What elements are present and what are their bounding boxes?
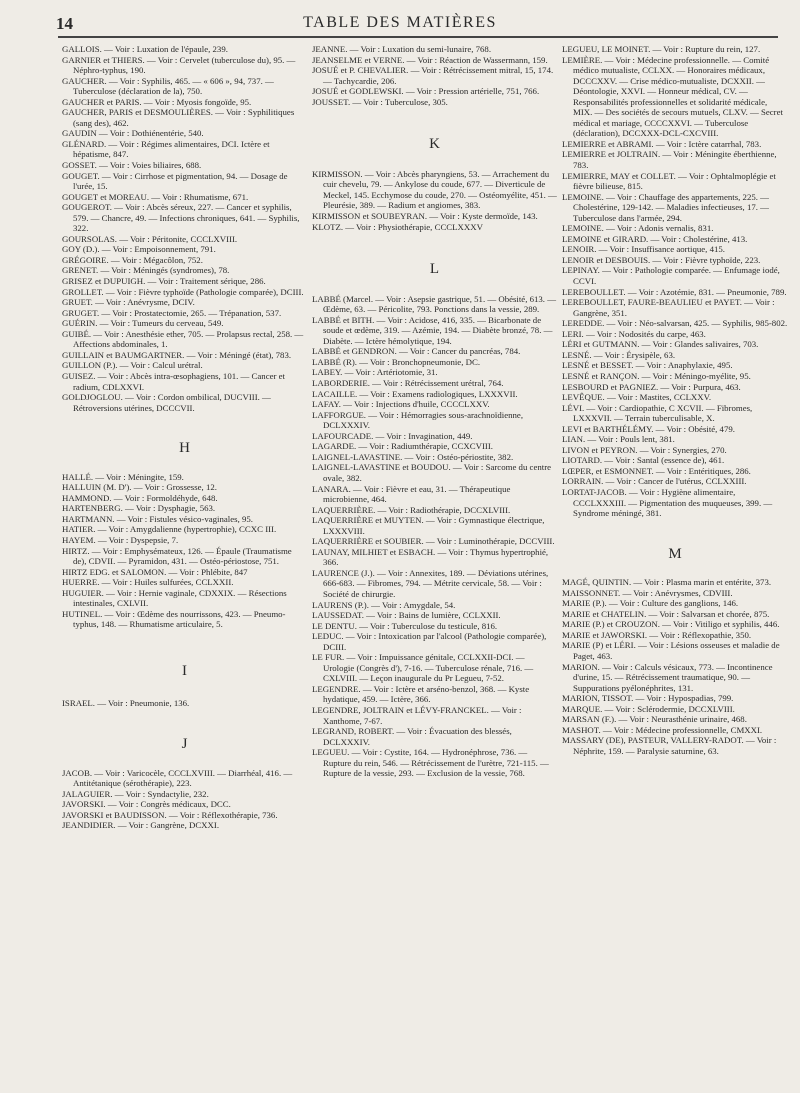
index-entry: LAUNAY, MILHIET et ESBACH. — Voir : Thymus hypertrophié, 366. [312, 546, 549, 568]
index-entry: GRUGET. — Voir : Prostatectomie, 265. — Trépanation, 537. [62, 307, 282, 318]
index-entry: MARIE et JAWORSKI. — Voir : Réflexopathie, 350. [562, 629, 752, 640]
index-entry: KIRMISSON. — Voir : Abcès pharyngiens, 53. — Arrachement du cuir chevelu, 79. — Ankylose du coude, 677. — Diverticule de Meckel, 145. Ecchymose du coude, 270. — Ostéomyélite, 451. — Pleurésie, 389. — Radium et angiomes, 383. [312, 168, 557, 211]
index-entry: LEMOINE. — Voir : Chauffage des appartements, 225. — Cholestérine, 129-142. — Maladies infectieuses, 17. — Tuberculose dans l'armée, 294. [562, 191, 769, 223]
index-entry: LAIGNEL-LAVASTINE et BOUDOU. — Voir : Sarcome du centre ovale, 382. [312, 462, 552, 483]
index-entry: LEGUEU, LE MOINET. — Voir : Rupture du rein, 127. [562, 44, 761, 54]
index-entry: LABEY. — Voir : Artériotomie, 31. [312, 367, 438, 378]
index-entry: HUGUIER. — Voir : Hernie vaginale, CDXXIX. — Résections intestinales, CXLVII. [62, 587, 287, 609]
index-entry: LIVON et PEYRON. — Voir : Synergies, 270. [562, 444, 727, 455]
index-entry: LESNÉ et BESSET. — Voir : Anaphylaxie, 495. [562, 360, 733, 371]
index-entry: GOSSET. — Voir : Voies biliaires, 688. [62, 160, 202, 171]
index-entry: GRUET. — Voir : Anévrysme, DCIV. [62, 297, 195, 308]
section-letter: H [179, 440, 190, 457]
index-entry: MARIE (P) et LÉRI. — Voir : Lésions osseuses et maladie de Paget, 463. [562, 640, 780, 661]
index-entry: MAGÉ, QUINTIN. — Voir : Plasma marin et entérite, 373. [562, 577, 772, 588]
index-entry: GUÉRIN. — Voir : Tumeurs du cerveau, 549. [62, 318, 224, 329]
index-entry: HUERRE. — Voir : Huiles sulfurées, CCLXXII. [62, 577, 234, 588]
index-entry: GRÉGOIRE. — Voir : Mégacôlon, 752. [62, 254, 203, 265]
index-entry: GRENET. — Voir : Méningés (syndromes), 78. [62, 265, 230, 276]
index-entry: ISRAEL. — Voir : Pneumonie, 136. [62, 698, 190, 709]
index-entry: MARIE (P.). — Voir : Culture des ganglions, 146. [562, 598, 739, 609]
index-entry: LENOIR et DESBOUIS. — Voir : Fièvre typhoïde, 223. [562, 254, 761, 265]
index-entry: GOUGET et MOREAU. — Voir : Rhumatisme, 671. [62, 191, 249, 202]
index-entry: LEREBOULLET. — Voir : Azotémie, 831. — Pneumonie, 789. [562, 286, 787, 297]
index-entry: LÉVI. — Voir : Cardiopathie, C XCVII. — Fibromes, LXXXVII. — Terrain tuberculisable, X. [562, 402, 753, 424]
index-column-1 [62, 44, 307, 831]
index-entry: LORTAT-JACOB. — Voir : Hygiène alimentaire, CCCLXXXIII. — Pigmentation des muqueuses, 399. — Syndrome méningé, 381. [562, 486, 773, 519]
index-entry: JOSUÉ et P. CHEVALIER. — Voir : Rétrécissement mitral, 15, 174. — Tachycardie, 206. [312, 65, 554, 86]
index-entry: LENOIR. — Voir : Insuffisance aortique, 415. [562, 244, 725, 255]
index-entry: KIRMISSON et SOUBEYRAN. — Voir : Kyste dermoïde, 143. [312, 211, 538, 222]
index-entry: MASHOT. — Voir : Médecine professionnelle, CMXXI. [562, 724, 763, 735]
index-entry: LE DENTU. — Voir : Tuberculose du testicule, 816. [312, 620, 498, 631]
index-entry: GRISEZ et DUPUIGH. — Voir : Traitement sérique, 286. [62, 276, 266, 287]
index-entry: LAFFORGUE. — Voir : Hémorragies sous-arachnoïdienne, DCLXXXIV. [312, 409, 524, 431]
index-entry: LABBÉ et BITH. — Voir : Acidose, 416, 335. — Bicarbonate de soude et œdème, 319. — Azémie, 194. — Diabète bronzé, 78. — Diabète. — Ictère hémolytique, 194. [312, 314, 553, 346]
index-entry: MARSAN (F.). — Voir : Neurasthénie urinaire, 468. [562, 714, 747, 725]
index-entry: JAVORSKI. — Voir : Congrès médicaux, DCC. [62, 799, 231, 810]
index-entry: MASSARY (DE), PASTEUR, VALLERY-RADOT. — Voir : Néphrite, 159. — Paralysie saturnine, 63. [562, 735, 777, 756]
index-entry: LEMOINE. — Voir : Adonis vernalis, 831. [562, 223, 714, 234]
index-entry: JAVORSKI et BAUDISSON. — Voir : Réflexothérapie, 736. [62, 809, 278, 820]
index-entry: LIAN. — Voir : Pouls lent, 381. [562, 434, 675, 445]
section-letter: I [182, 662, 187, 679]
index-entry: LESNÉ. — Voir : Érysipèle, 63. [562, 349, 676, 360]
index-entry: MAISSONNET. — Voir : Anévrysmes, CDVIII. [562, 587, 733, 598]
index-entry: GAUCHER, PARIS et DESMOULIÈRES. — Voir : Syphilitiques (sang des), 462. [62, 107, 295, 128]
index-entry: JOSUÉ et GODLEWSKI. — Voir : Pression artérielle, 751, 766. [312, 86, 540, 97]
index-entry: GUISEZ. — Voir : Abcès intra-œsophagiens, 101. — Cancer et radium, CDLXXVI. [62, 370, 285, 392]
index-entry: JEANSELME et VERNE. — Voir : Réaction de Wassermann, 159. [312, 54, 548, 65]
index-entry: GOLDJOGLOU. — Voir : Cordon ombilical, DUCVIII. — Rétroversions utérines, DCCCVII. [62, 392, 271, 413]
index-column-2 [312, 44, 557, 779]
index-entry: MARQUE. — Voir : Sclérodermie, DCCXLVIII. [562, 703, 735, 714]
index-entry: LEGENDRE. — Voir : Ictère et arséno-benzol, 368. — Kyste hydatique, 459. — Ictère, 366. [312, 683, 530, 705]
index-entry: GAUDIN — Voir : Dothiénentérie, 540. [62, 128, 204, 139]
index-entry: JALAGUIER. — Voir : Syndactylie, 232. [62, 788, 209, 799]
index-entry: MARION. — Voir : Calculs vésicaux, 773. — Incontinence d'urine, 15. — Rétrécissement traumatique, 90. — Suppurations pyélonéphrites, 131. [562, 661, 773, 693]
section-letter: L [429, 261, 440, 278]
index-entry: HIRTZ EDG. et SALOMON. — Voir : Phlébite, 847 [62, 566, 248, 577]
index-entry: LESNÉ et RANÇON. — Voir : Méningo-myélite, 95. [562, 370, 751, 381]
index-entry: MARIE et CHATELIN. — Voir : Salvarsan et chorée, 875. [562, 608, 770, 619]
index-entry: GARNIER et THIERS. — Voir : Cervelet (tuberculose du), 95. — Néphro-typhus, 190. [62, 54, 296, 76]
index-entry: GUILLAIN et BAUMGARTNER. — Voir : Méningé (état), 783. [62, 349, 292, 360]
section-letter: M [668, 545, 682, 562]
index-entry: JOUSSET. — Voir : Tuberculose, 305. [312, 96, 448, 107]
index-entry: LEMOINE et GIRARD. — Voir : Cholestérine, 413. [562, 233, 748, 244]
index-entry: LAQUERRIÈRE. — Voir : Radiothérapie, DCCXLVIII. [312, 504, 511, 515]
index-entry: HATIER. — Voir : Amygdalienne (hypertrophie), CCXC III. [62, 524, 277, 535]
index-entry: MARIE (P.) et CROUZON. — Voir : Vitiligo et syphilis, 446. [562, 619, 780, 630]
index-entry: HAMMOND. — Voir : Formoldéhyde, 648. [62, 492, 218, 503]
index-entry: LACAILLE. — Voir : Examens radiologiques, LXXXVII. [312, 388, 518, 399]
index-entry: LABBÉ et GENDRON. — Voir : Cancer du pancréas, 784. [312, 346, 521, 357]
index-entry: MARION, TISSOT. — Voir : Hypospadias, 799. [562, 693, 734, 704]
index-entry: GALLOIS. — Voir : Luxation de l'épaule, 239. [62, 44, 228, 54]
index-entry: LAQUERRIÈRE et SOUBIER. — Voir : Luminothérapie, DCCVIII. [312, 536, 555, 547]
index-entry: LAUSSEDAT. — Voir : Bains de lumière, CCLXXII. [312, 610, 501, 621]
index-entry: LEVI et BARTHÉLÉMY. — Voir : Obésité, 479. [562, 423, 735, 434]
index-entry: LORRAIN. — Voir : Cancer de l'utérus, CCLXXIII. [562, 476, 747, 487]
index-entry: HALLUIN (M. D'). — Voir : Grossesse, 12. [62, 482, 217, 493]
index-entry: HUTINEL. — Voir : Œdème des nourrissons, 423. — Pneumo-typhus, 148. — Rhumatisme articulaire, 5. [62, 608, 286, 630]
index-entry: HAYEM. — Voir : Dyspepsie, 7. [62, 534, 179, 545]
index-entry: LEGRAND, ROBERT. — Voir : Évacuation des blessés, DCLXXXIV. [312, 726, 512, 747]
section-letter: J [181, 735, 188, 752]
index-entry: LESBOURD et PAGNIEZ. — Voir : Purpura, 463. [562, 381, 741, 392]
index-entry: LEMIÈRE. — Voir : Médecine professionnelle. — Comité médico mutualiste, CCLXX. — Honoraires médicaux, DCCCXXV. — Crise médico-mutualiste, DCXXII. — Déontologie, XXVI. — Honneur médical, CV. — Responsabilités professionnelles et solidarité médicale, MIX. — Des sociétés de secours mutuels, CLXV. — Secret médical et mariage, CCCCXXVI. — Tuberculose (déclaration), DCCXXX-DCL-CXCVIII. [562, 54, 783, 139]
index-entry: HARTMANN. — Voir : Fistules vésico-vaginales, 95. [62, 513, 253, 524]
index-entry: LAQUERRIÈRE et MUYTEN. — Voir : Gymnastique électrique, LXXXVIII. [312, 515, 545, 536]
index-entry: GAUCHER et PARIS. — Voir : Myosis fongoïde, 95. [62, 96, 252, 107]
index-entry: GOUGEROT. — Voir : Abcès séreux, 227. — Cancer et syphilis, 579. — Chancre, 49. — Infections chroniques, 641. — Syphilis, 322. [62, 202, 300, 234]
index-entry: LÉRI et GUTMANN. — Voir : Glandes salivaires, 703. [562, 339, 759, 350]
index-entry: LIOTARD. — Voir : Santal (essence de), 461. [562, 455, 725, 466]
index-entry: LAFOURCADE. — Voir : Invagination, 449. [312, 430, 473, 441]
index-entry: JACOB. — Voir : Varicocèle, CCCLXVIII. — Diarrhéal, 416. — Antitétanique (sérothérapie), 223. [62, 767, 293, 789]
index-entry: GOURSOLAS. — Voir : Péritonite, CCCLXVIII. [62, 233, 238, 244]
index-column-3 [562, 44, 788, 756]
page-number: 14 [56, 14, 73, 33]
index-entry: LEMIERRE, MAY et COLLET. — Voir : Ophtalmoplégie et fièvre bilieuse, 815. [562, 170, 776, 192]
index-entry: LŒPER, et ESMONNET. — Voir : Entéritiques, 286. [562, 465, 751, 476]
index-entry: GUIBÉ. — Voir : Anesthésie ether, 705. — Prolapsus rectal, 258. — Affections abdominales, 1. [62, 328, 304, 350]
index-entry: LEMIERRE et ABRAMI. — Voir : Ictère catarrhal, 783. [562, 138, 762, 149]
index-entry: GOUGET. — Voir : Cirrhose et pigmentation, 94. — Dosage de l'urée, 15. [62, 170, 288, 192]
index-entry: LAFAY. — Voir : Injections d'huile, CCCCLXXV. [312, 399, 490, 410]
section-letter: K [429, 136, 440, 153]
index-entry: LANARA. — Voir : Fièvre et eau, 31. — Thérapeutique microbienne, 464. [312, 483, 511, 505]
index-entry: GROLLET. — Voir : Fièvre typhoïde (Pathologie comparée), DCIII. [62, 286, 304, 297]
index-entry: LEMIERRE et JOLTRAIN. — Voir : Méningite éberthienne, 783. [562, 149, 777, 171]
index-entry: GAUCHER. — Voir : Syphilis, 465. — « 606 », 94, 737. — Tuberculose (déclaration de la), 750. [62, 75, 274, 97]
index-entry: JEANNE. — Voir : Luxation du semi-lunaire, 768. [312, 44, 492, 54]
index-entry: LERI. — Voir : Nodosités du carpe, 463. [562, 328, 706, 339]
index-entry: GOY (D.). — Voir : Empoisonnement, 791. [62, 244, 216, 255]
index-entry: HARTENBERG. — Voir : Dysphagie, 563. [62, 503, 216, 514]
index-entry: JEANDIDIER. — Voir : Gangrène, DCXXI. [62, 820, 220, 831]
index-entry: LAURENCE (J.). — Voir : Annexites, 189. — Déviations utérines, 666-683. — Fibromes, 794. — Métrite cervicale, 58. — Voir : Société de chirurgie. [312, 567, 549, 599]
index-entry: HALLÉ. — Voir : Méningite, 159. [62, 471, 184, 482]
index-entry: LABBÉ (R). — Voir : Bronchopneumonie, DC. [312, 356, 481, 367]
index-entry: GUILLON (P.). — Voir : Calcul urétral. [62, 360, 203, 371]
index-entry: LEREBOULLET, FAURE-BEAULIEU et PAYET. — Voir : Gangrène, 351. [562, 297, 775, 318]
index-entry: LEGUEU. — Voir : Cystite, 164. — Hydronéphrose, 736. — Rupture du rein, 546. — Rétrécissement de l'urètre, 721-115. — Rupture de la vessie, 293. — Exclusion de la vessie, 768. [312, 747, 549, 779]
page-title: TABLE DES MATIÈRES [303, 14, 497, 31]
index-entry: LEPINAY. — Voir : Pathologie comparée. — Enfumage iodé, CCVI. [562, 265, 780, 287]
index-entry: LAGARDE. — Voir : Radiumthérapie, CCXCVIII. [312, 441, 493, 452]
index-entry: HIRTZ. — Voir : Emphysémateux, 126. — Épaule (Traumatisme de), CDVII. — Pyramidon, 431. — Ostéo-périostose, 751. [62, 545, 292, 567]
index-entry: LE FUR. — Voir : Impuissance génitale, CCLXXII-DCI. — Urologie (Congrès d'), 7-16. — Tuberculose rénale, 716. — CXLVIII. — Leçon inaugurale du Pr Legueu, 7-52. [312, 652, 534, 684]
index-entry: LAIGNEL-LAVASTINE. — Voir : Ostéo-périostite, 382. [312, 451, 514, 462]
index-entry: LEVÊQUE. — Voir : Mastites, CCLXXV. [562, 392, 712, 403]
index-entry: KLOTZ. — Voir : Physiothérapie, CCCLXXXV [312, 221, 483, 232]
index-entry: GLÉNARD. — Voir : Régimes alimentaires, DCI. Ictère et hépatisme, 847. [62, 138, 270, 160]
index-entry: LEGENDRE, JOLTRAIN et LÉVY-FRANCKEL. — Voir : Xanthome, 7-67. [312, 704, 522, 726]
index-entry: LAURENS (P.). — Voir : Amygdale, 54. [312, 599, 456, 610]
index-entry: LEDUC. — Voir : Intoxication par l'alcool (Pathologie comparée), DCIII. [312, 631, 547, 652]
header-rule [58, 36, 778, 38]
index-entry: LABORDERIE. — Voir : Rétrécissement urétral, 764. [312, 378, 504, 389]
index-entry: LEREDDE. — Voir : Néo-salvarsan, 425. — Syphilis, 985-802. [562, 318, 788, 329]
index-entry: LABBÉ (Marcel. — Voir : Asepsie gastrique, 51. — Obésité, 613. — Œdème, 63. — Péricolite, 793. Ponctions dans la vessie, 289. [312, 293, 557, 315]
